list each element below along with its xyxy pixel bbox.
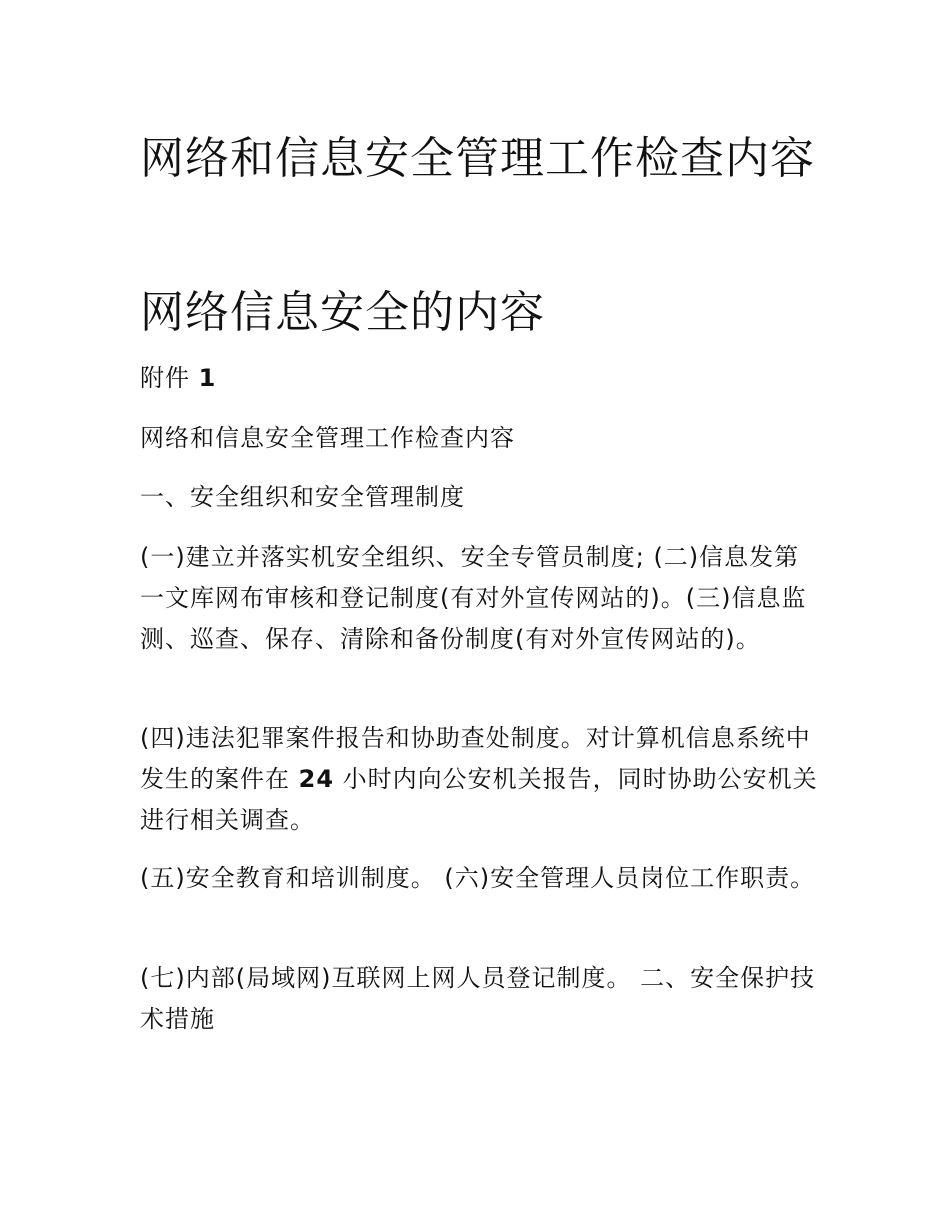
paragraph-2-hours: 24 (298, 765, 335, 793)
document-title: 网络和信息安全管理工作检查内容 (140, 133, 815, 184)
paragraph-2-text-b: 小时内向公安机关报告，同时协助公安机关进行相关调查。 (140, 765, 818, 834)
paragraph-1: (一)建立并落实机安全组织、安全专管员制度; (二)信息发第一文库网布审核和登记制度(有对外宣传网站的)。(三)信息监测、巡查、保存、清除和备份制度(有对外宣传网站的)。 (140, 543, 807, 653)
attachment-line (140, 358, 820, 399)
section-1-heading: 一、安全组织和安全管理制度 (140, 483, 465, 511)
doc-heading: 网络和信息安全管理工作检查内容 (140, 424, 515, 452)
document-subtitle: 网络信息安全的内容 (140, 287, 545, 338)
paragraph-3: (五)安全教育和培训制度。 (六)安全管理人员岗位工作职责。 (140, 864, 816, 892)
paragraph-4: (七)内部(局域网)互联网上网人员登记制度。 二、安全保护技术措施 (140, 964, 816, 1033)
paragraph-2 (140, 718, 820, 841)
attachment-label: 附件 (140, 364, 190, 392)
paragraph-2-text-a: (四)违法犯罪案件报告和协助查处制度。对计算机信息系统中发生的案件在 (140, 724, 811, 793)
attachment-number: 1 (198, 364, 217, 392)
